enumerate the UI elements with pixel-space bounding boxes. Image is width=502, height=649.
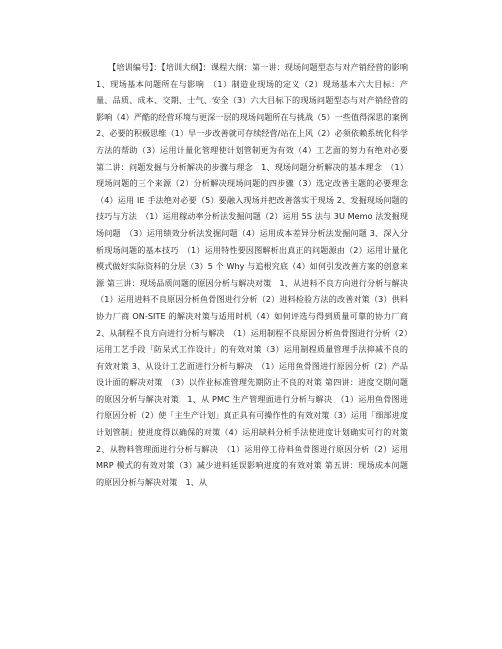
- body-paragraph: 【培训编号】：【培训大纲】：课程大纲：第一讲：现场问题型态与对产销经营的影响 1、现场基本问题所在与影响 （1）制造业现场的定义（2）现场基本六大目标：产量、品质、成本、交期、士气、安全（3）六大目标下的现场问题型态与对产销经营的影响（4）严酷的经营环境与更深一层的现场问题所在与挑战（5）一些值得深思的案例 2、必要的积极思维（1）早一步改善就可存续经营/站在上风（2）必须依赖系统化科学方法的帮助（3）运用计量化管理使计划管制更为有效（4）工艺面的努力有绝对必要 第二讲：问题发掘与分析解决的步骤与理念 1、现场问题分析解决的基本理念 （1）现场问题的三个来源（2）分析解决现场问题的四步骤（3）选定改善主题的必要理念（4）运用 IE 手法绝对必要（5）要融入现场并把改善落实于现场 2、发掘现场问题的技巧与方法 （1）运用稼动率分析法发掘问题（2）运用 5S 法与 3U Memo 法发掘现场问题 （3）运用绩效分析法发掘问题（4）运用成本差异分析法发掘问题 3、深入分析现场问题的基本技巧 （1）运用特性要因图解析出真正的问题源由（2）运用计量化模式做好实际资料的分层（3）5 个 Why 与追根究底（4）如何引发改善方案的创意来源 第三讲：现场品质问题的原因分析与解决对策 1、从进料不良方向进行分析与解决 （1）运用进料不良原因分析鱼骨图进行分析（2）进料检验方法的改善对策（3）供料协力厂商 ON-SITE 的解决对策与适用时机（4）如何评选与得到质量可靠的协力厂商 2、从制程不良方向进行分析与解决 （1）运用制程不良原因分析鱼骨图进行分析（2）运用工艺手段「防呆式工作设计」的有效对策（3）运用制程质量管理手法抑减不良的有效对策 3、从设计工艺面进行分析与解决 （1）运用鱼骨图进行原因分析（2）产品设计面的解决对策 （3）以作业标准管理先期防止不良的对策 第四讲：进度交期问题的原因分析与解决对策 1、从 PMC 生产管理面进行分析与解决 （1）运用鱼骨图进行原因分析（2）使「主生产计划」真正具有可操作性的有效对策（3）运用「细部进度计划管制」使进度得以确保的对策（4）运用缺料分析手法使进度计划确实可行的对策 2、从物料管理面进行分析与解决 （1）运用停工待料鱼骨图进行原因分析（2）运用 MRP 模式的有效对策（3）减少进料延误影响进度的有效对策 第五讲：现场成本问题的原因分析与解决对策 1、从: [96, 62, 417, 487]
